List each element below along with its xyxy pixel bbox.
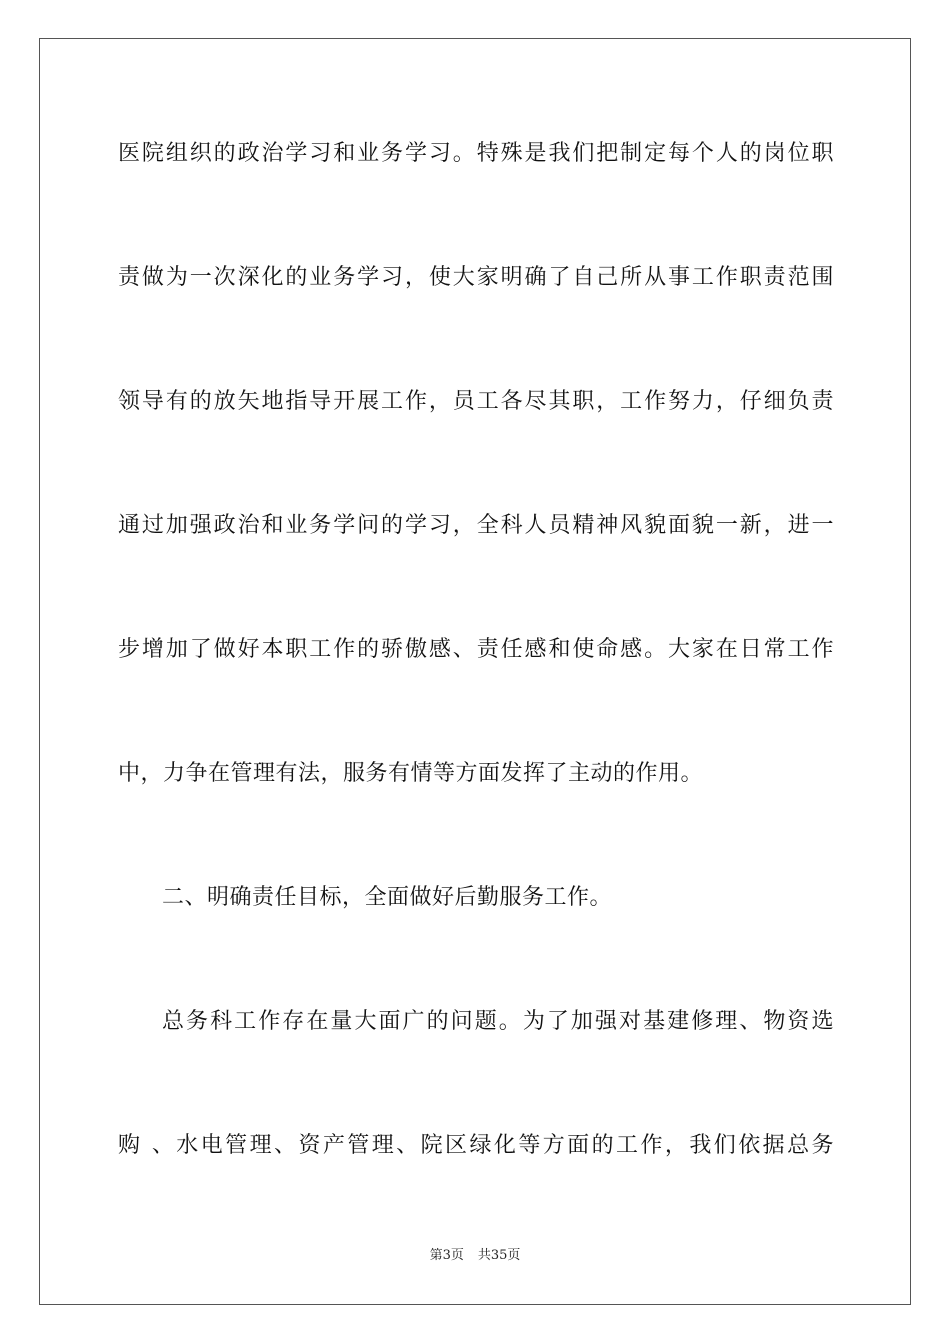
current-page-label: 第3页 — [429, 1248, 464, 1263]
body-text-line: 步增加了做好本职工作的骄傲感、责任感和使命感。大家在日常工作 — [118, 637, 834, 662]
section-heading: 二、明确责任目标，全面做好后勤服务工作。 — [162, 885, 613, 910]
body-text-line: 通过加强政治和业务学问的学习，全科人员精神风貌面貌一新，进一 — [118, 513, 834, 538]
body-text-line: 责做为一次深化的业务学习，使大家明确了自己所从事工作职责范围 — [118, 265, 834, 290]
page-border — [39, 38, 911, 1305]
paragraph-first-line: 总务科工作存在量大面广的问题。为了加强对基建修理、物资选 — [162, 1009, 834, 1034]
body-text-line: 购 、水电管理、资产管理、院区绿化等方面的工作，我们依据总务 — [118, 1133, 834, 1158]
total-pages-label: 共35页 — [477, 1248, 521, 1263]
body-text-line: 领导有的放矢地指导开展工作，员工各尽其职，工作努力，仔细负责 — [118, 389, 834, 414]
body-text-line: 中，力争在管理有法，服务有情等方面发挥了主动的作用。 — [118, 761, 704, 786]
page-footer — [0, 1247, 950, 1265]
body-text-line: 医院组织的政治学习和业务学习。特殊是我们把制定每个人的岗位职 — [118, 141, 834, 166]
